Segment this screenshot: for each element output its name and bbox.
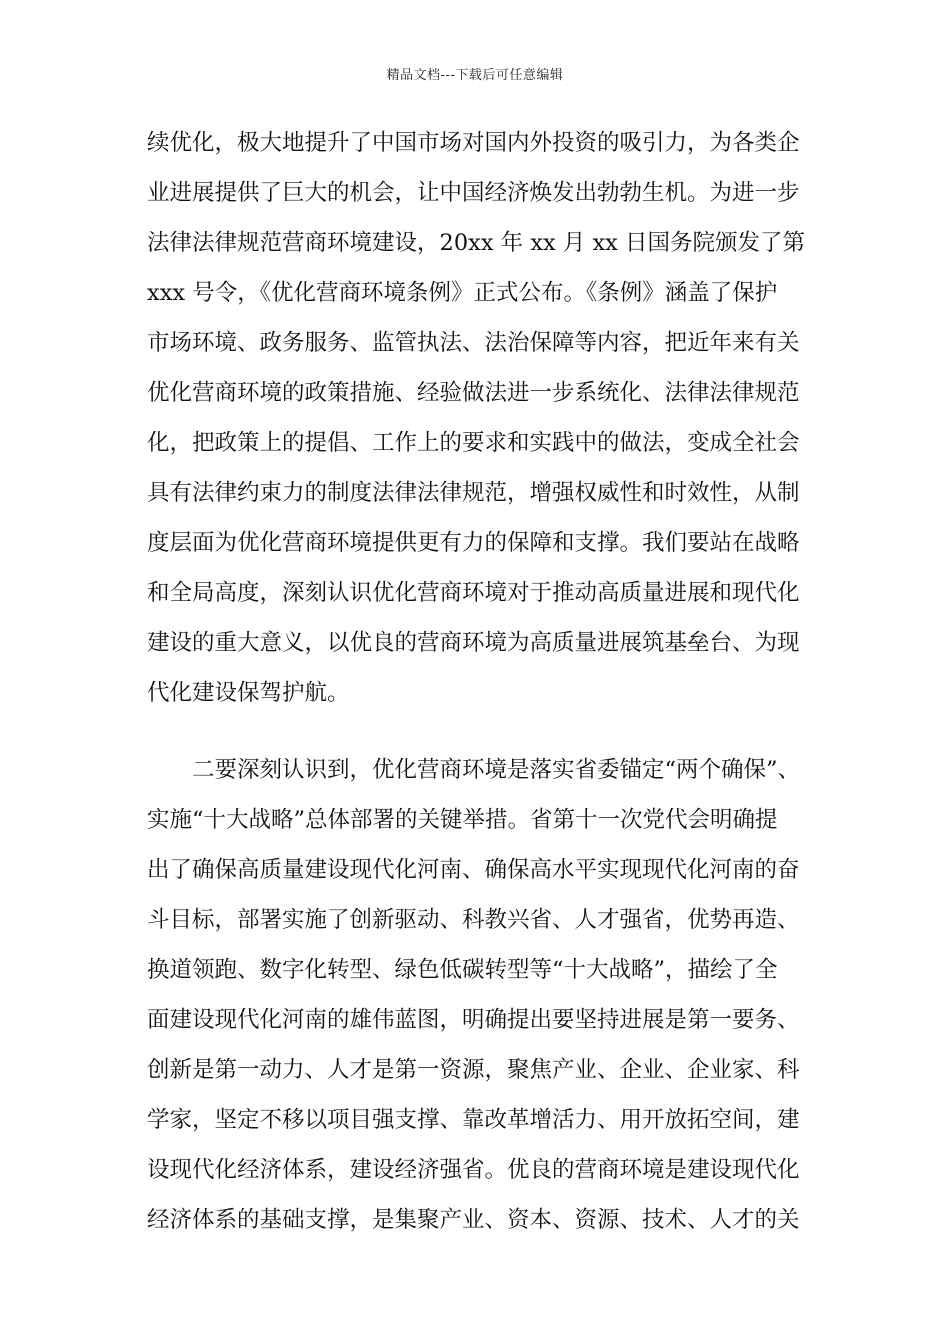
paragraph-2 [147,745,812,1245]
page-header: 精品文档---下载后可任意编辑 [386,68,564,83]
text-line: 和全局高度，深刻认识优化营商环境对于推动高质量进展和现代化 [147,580,800,606]
text-line: 面建设现代化河南的雄伟蓝图，明确提出要坚持进展是第一要务、 [147,1007,800,1033]
text-line: 经济体系的基础支撑，是集聚产业、资本、资源、技术、人才的关 [147,1207,800,1233]
text-line: 设现代化经济体系，建设经济强省。优良的营商环境是建设现代化 [147,1157,800,1183]
text-line: 法律法律规范营商环境建设，20xx 年 xx 月 xx 日国务院颁发了第 [147,230,806,256]
document-body [147,118,812,1245]
text-line: 市场环境、政务服务、监管执法、法治保障等内容，把近年来有关 [147,330,800,356]
text-line: 实施“十大战略”总体部署的关键举措。省第十一次党代会明确提 [147,807,778,833]
text-line: 化，把政策上的提倡、工作上的要求和实践中的做法，变成全社会 [147,430,800,456]
text-line: 代化建设保驾护航。 [147,680,350,706]
text-line: 建设的重大意义，以优良的营商环境为高质量进展筑基垒台、为现 [147,630,800,656]
text-line: 二要深刻认识到，优化营商环境是落实省委锚定“两个确保”、 [147,757,801,783]
text-line: 具有法律约束力的制度法律法律规范，增强权威性和时效性，从制 [147,480,800,506]
text-line: 续优化，极大地提升了中国市场对国内外投资的吸引力，为各类企 [147,130,800,156]
text-line: 创新是第一动力、人才是第一资源，聚焦产业、企业、企业家、科 [147,1057,800,1083]
text-line: 学家，坚定不移以项目强支撑、靠改革增活力、用开放拓空间，建 [147,1107,800,1133]
paragraph-gap [147,718,812,745]
text-line: 出了确保高质量建设现代化河南、确保高水平实现现代化河南的奋 [147,857,800,883]
text-line: 换道领跑、数字化转型、绿色低碳转型等“十大战略”，描绘了全 [147,957,778,983]
text-line: xxx 号令，《优化营商环境条例》正式公布。《条例》涵盖了保护 [147,280,778,306]
paragraph-1 [147,118,812,718]
text-line: 优化营商环境的政策措施、经验做法进一步系统化、法律法律规范 [147,380,800,406]
text-line: 业进展提供了巨大的机会，让中国经济焕发出勃勃生机。为进一步 [147,180,800,206]
text-line: 度层面为优化营商环境提供更有力的保障和支撑。我们要站在战略 [147,530,800,556]
text-line: 斗目标，部署实施了创新驱动、科教兴省、人才强省，优势再造、 [147,907,800,933]
